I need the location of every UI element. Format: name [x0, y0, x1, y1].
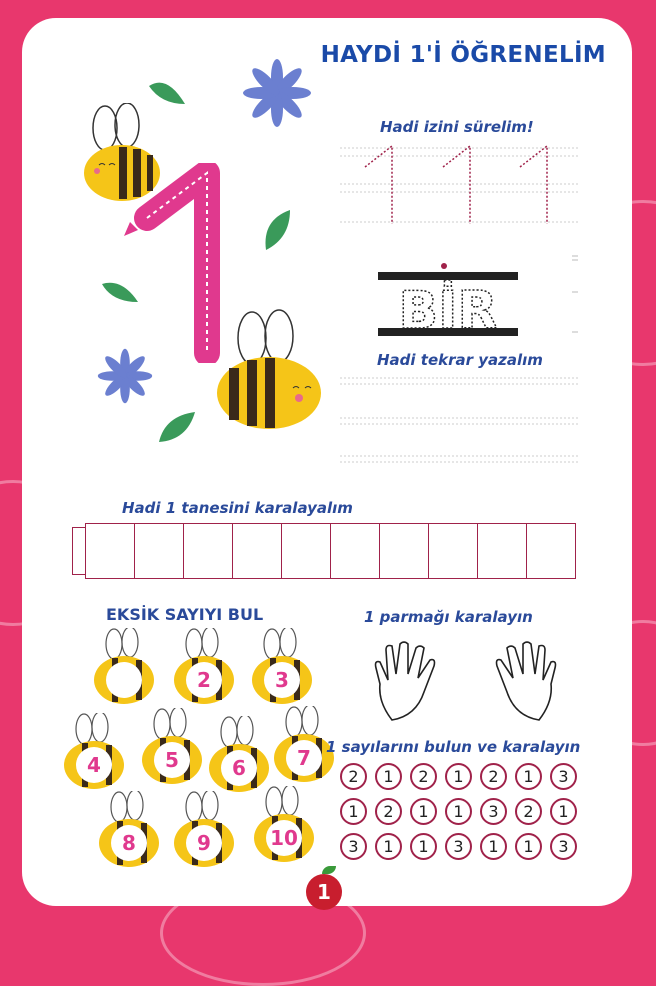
bee-icon: [92, 628, 156, 708]
number-circle[interactable]: 3: [340, 833, 367, 860]
number-circle[interactable]: 1: [550, 798, 577, 825]
bee-icon: [207, 308, 327, 438]
bee-number: 2: [186, 662, 222, 698]
page-title: HAYDİ 1'İ ÖĞRENELİM: [320, 42, 606, 68]
number-circle[interactable]: 1: [480, 833, 507, 860]
trace-heading: Hadi izini sürelim!: [380, 118, 534, 136]
word-bir-trace[interactable]: [378, 258, 518, 340]
number-grid-row: [340, 833, 590, 860]
number-circle[interactable]: 3: [550, 833, 577, 860]
number-grid-row: [340, 798, 590, 825]
margin-mark: [570, 252, 580, 342]
bee-icon: [62, 713, 126, 793]
bee-icon: [97, 791, 161, 871]
bee-number: 5: [154, 742, 190, 778]
number-circle[interactable]: 1: [445, 798, 472, 825]
coloring-box[interactable]: [478, 523, 527, 579]
flower-icon: [97, 348, 153, 404]
flower-icon: [242, 58, 312, 128]
number-circle[interactable]: 2: [375, 798, 402, 825]
bee-icon: [172, 628, 236, 708]
leaf-icon: [262, 208, 292, 252]
finger-heading: 1 parmağı karalayın: [364, 608, 533, 626]
number-circle[interactable]: 2: [480, 763, 507, 790]
box-row: [72, 523, 576, 579]
bee-icon: [252, 786, 316, 866]
number-circle[interactable]: 1: [445, 763, 472, 790]
find-heading: 1 sayılarını bulun ve karalayın: [326, 738, 581, 756]
writing-lines[interactable]: [340, 374, 580, 464]
trace-area[interactable]: [340, 142, 580, 232]
bee-icon: [77, 103, 167, 213]
page-number: 1: [306, 874, 342, 910]
number-circle[interactable]: 1: [375, 763, 402, 790]
number-circle[interactable]: 2: [515, 798, 542, 825]
word-bir-text: BİR: [398, 281, 498, 340]
number-circle[interactable]: 1: [515, 763, 542, 790]
number-circle[interactable]: 2: [410, 763, 437, 790]
leaf-icon: [147, 78, 187, 108]
bee-number: 7: [286, 740, 322, 776]
number-circle[interactable]: 1: [340, 798, 367, 825]
bee-number: 8: [111, 825, 147, 861]
leaf-icon: [157, 410, 197, 444]
hand-left-icon[interactable]: [372, 640, 454, 724]
number-circle[interactable]: 2: [340, 763, 367, 790]
bee-number: 6: [221, 750, 257, 786]
number-circle[interactable]: 1: [410, 833, 437, 860]
bee-number: 10: [266, 820, 302, 856]
coloring-box[interactable]: [184, 523, 233, 579]
bee-icon: [250, 628, 314, 708]
bee-icon: [172, 791, 236, 871]
arrow-icon: [122, 218, 142, 238]
box-row-cap: [72, 527, 85, 575]
write-heading: Hadi tekrar yazalım: [377, 351, 543, 369]
number-circle[interactable]: 1: [410, 798, 437, 825]
coloring-box[interactable]: [233, 523, 282, 579]
bee-number[interactable]: [106, 662, 142, 698]
bee-number: 4: [76, 747, 112, 783]
number-circle[interactable]: 3: [550, 763, 577, 790]
coloring-box[interactable]: [135, 523, 184, 579]
coloring-box[interactable]: [527, 523, 576, 579]
bee-number: 3: [264, 662, 300, 698]
worksheet: [22, 18, 632, 906]
number-circle[interactable]: 1: [375, 833, 402, 860]
number-circle[interactable]: 3: [480, 798, 507, 825]
number-circle[interactable]: 1: [515, 833, 542, 860]
number-grid: [340, 763, 590, 868]
leaf-icon: [100, 280, 140, 306]
number-circle[interactable]: 3: [445, 833, 472, 860]
missing-heading: EKSİK SAYIYI BUL: [106, 605, 264, 624]
coloring-box[interactable]: [282, 523, 331, 579]
coloring-box[interactable]: [380, 523, 429, 579]
coloring-box[interactable]: [429, 523, 478, 579]
coloring-box[interactable]: [85, 523, 135, 579]
hand-right-icon[interactable]: [477, 640, 559, 724]
coloring-box[interactable]: [331, 523, 380, 579]
bee-number: 9: [186, 825, 222, 861]
bee-icon: [140, 708, 204, 788]
bee-icon: [207, 716, 271, 796]
color-one-heading: Hadi 1 tanesini karalayalım: [122, 499, 353, 517]
number-grid-row: [340, 763, 590, 790]
